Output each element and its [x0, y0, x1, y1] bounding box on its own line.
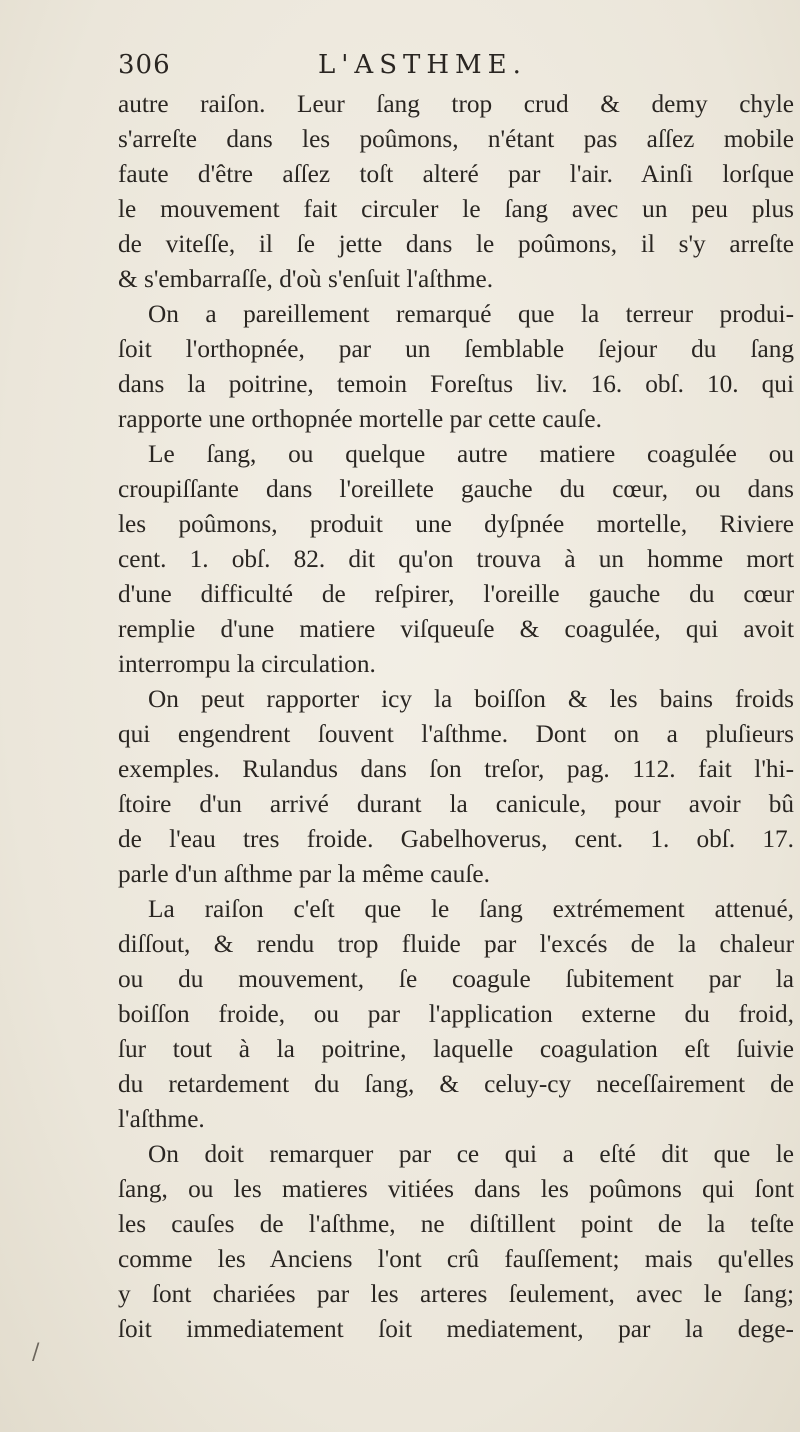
text-line: les cauſes de l'aſthme, ne diſtillent point de la teſte — [118, 1210, 794, 1238]
margin-mark: / — [32, 1340, 40, 1365]
text-line: de viteſſe, il ſe jette dans le poûmons, il s'y arreſte — [118, 230, 794, 258]
text-line: croupiſſante dans l'oreillete gauche du cœur, ou dans — [118, 475, 794, 503]
text-line: ou du mouvement, ſe coagule ſubitement par la — [118, 965, 794, 993]
text-line: le mouvement fait circuler le ſang avec un peu plus — [118, 195, 794, 223]
body-text — [118, 87, 794, 1347]
text-line: ſur tout à la poitrine, laquelle coagulation eſt ſuivie — [118, 1035, 794, 1063]
text-line: cent. 1. obſ. 82. dit qu'on trouva à un homme mort — [118, 545, 794, 573]
text-line: du retardement du ſang, & celuy-cy neceſſairement de — [118, 1070, 794, 1098]
text-line: ſtoire d'un arrivé durant la canicule, pour avoir bû — [118, 790, 794, 818]
text-line: dans la poitrine, temoin Foreſtus liv. 16. obſ. 10. qui — [118, 370, 794, 398]
text-line: d'une difficulté de reſpirer, l'oreille gauche du cœur — [118, 580, 794, 608]
text-line: boiſſon froide, ou par l'application externe du froid, — [118, 1000, 794, 1028]
text-line: On a pareillement remarqué que la terreur produi- — [148, 300, 794, 328]
text-line: exemples. Rulandus dans ſon treſor, pag. 112. fait l'hi- — [118, 755, 794, 783]
page-header — [118, 50, 760, 90]
text-line: rapporte une orthopnée mortelle par cette cauſe. — [118, 405, 602, 433]
text-line: remplie d'une matiere viſqueuſe & coagulée, qui avoit — [118, 615, 794, 643]
text-line: interrompu la circulation. — [118, 650, 376, 678]
text-line: ſoit l'orthopnée, par un ſemblable ſejour du ſang — [118, 335, 794, 363]
text-line: s'arreſte dans les poûmons, n'étant pas aſſez mobile — [118, 125, 794, 153]
text-line: autre raiſon. Leur ſang trop crud & demy chyle — [118, 90, 794, 118]
text-line: l'aſthme. — [118, 1105, 205, 1133]
running-title: L'ASTHME. — [318, 50, 527, 80]
text-line: diſſout, & rendu trop fluide par l'excés de la chaleur — [118, 930, 794, 958]
text-line: On peut rapporter icy la boiſſon & les bains froids — [148, 685, 794, 713]
text-line: & s'embarraſſe, d'où s'enſuit l'aſthme. — [118, 265, 494, 293]
text-line: ſang, ou les matieres vitiées dans les poûmons qui ſont — [118, 1175, 794, 1203]
text-line: comme les Anciens l'ont crû fauſſement; mais qu'elles — [118, 1245, 794, 1273]
page-number: 306 — [118, 50, 171, 80]
text-line: qui engendrent ſouvent l'aſthme. Dont on a pluſieurs — [118, 720, 794, 748]
text-line: les poûmons, produit une dyſpnée mortelle, Riviere — [118, 510, 794, 538]
text-line: parle d'un aſthme par la même cauſe. — [118, 860, 490, 888]
text-line: La raiſon c'eſt que le ſang extrémement attenué, — [148, 895, 794, 923]
text-line: y ſont chariées par les arteres ſeulement, avec le ſang; — [118, 1280, 794, 1308]
text-line: de l'eau tres froide. Gabelhoverus, cent. 1. obſ. 17. — [118, 825, 794, 853]
text-line: Le ſang, ou quelque autre matiere coagulée ou — [148, 440, 794, 468]
text-line: On doit remarquer par ce qui a eſté dit que le — [148, 1140, 794, 1168]
text-line: ſoit immediatement ſoit mediatement, par la dege- — [118, 1315, 794, 1343]
text-line: faute d'être aſſez toſt alteré par l'air. Ainſi lorſque — [118, 160, 794, 188]
